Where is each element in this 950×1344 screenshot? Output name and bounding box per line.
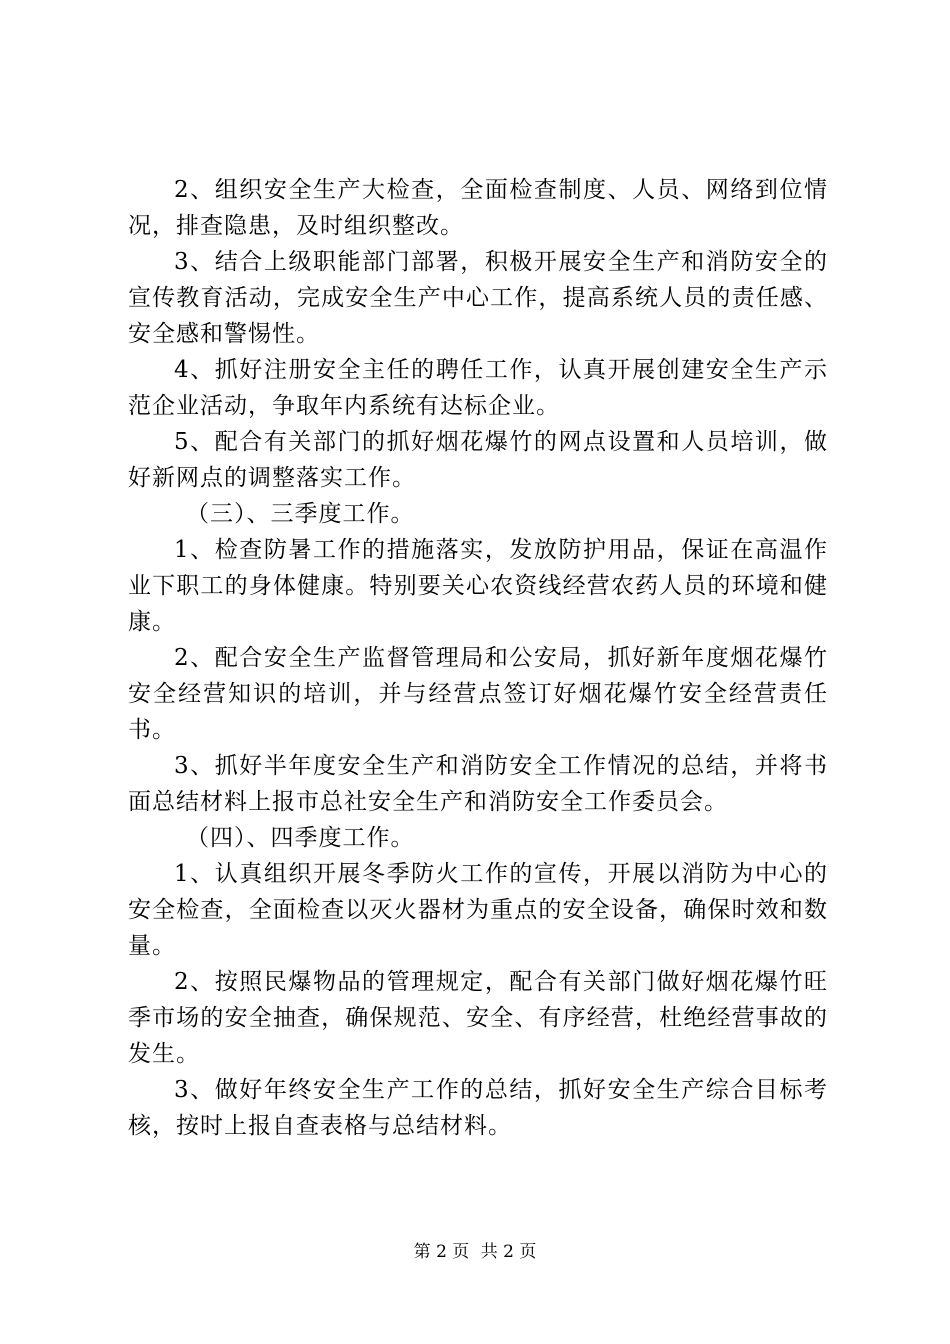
paragraph-q2-item-5: 5、配合有关部门的抓好烟花爆竹的网点设置和人员培训，做好新网点的调整落实工作。 (128, 429, 828, 491)
page-footer (0, 1240, 950, 1264)
section-heading-q4: （四）、四季度工作。 (186, 825, 415, 851)
paragraph-q4-item-3: 3、做好年终安全生产工作的总结，抓好安全生产综合目标考核，按时上报自查表格与总结材料。 (128, 1077, 828, 1139)
paragraph-q2-item-3: 3、结合上级职能部门部署，积极开展安全生产和消防安全的宣传教育活动，完成安全生产中心工作，提高系统人员的责任感、安全感和警惕性。 (128, 249, 828, 347)
paragraph-q2-item-2: 2、组织安全生产大检查，全面检查制度、人员、网络到位情况，排查隐患，及时组织整改。 (128, 177, 828, 239)
paragraph-q3-item-2: 2、配合安全生产监督管理局和公安局，抓好新年度烟花爆竹安全经营知识的培训，并与经营点签订好烟花爆竹安全经营责任书。 (128, 645, 828, 743)
section-heading-q3: （三）、三季度工作。 (186, 501, 415, 527)
paragraph-q4-item-1: 1、认真组织开展冬季防火工作的宣传，开展以消防为中心的安全检查，全面检查以灭火器材为重点的安全设备，确保时效和数量。 (128, 861, 828, 959)
document-body (128, 172, 828, 1144)
paragraph-q3-item-1: 1、检查防暑工作的措施落实，发放防护用品，保证在高温作业下职工的身体健康。特别要关心农资线经营农药人员的环境和健康。 (128, 537, 828, 635)
paragraph-q4-item-2: 2、按照民爆物品的管理规定，配合有关部门做好烟花爆竹旺季市场的安全抽查，确保规范、安全、有序经营，杜绝经营事故的发生。 (128, 969, 828, 1067)
page-number: 第 2 页 (413, 1242, 470, 1262)
paragraph-q2-item-4: 4、抓好注册安全主任的聘任工作，认真开展创建安全生产示范企业活动，争取年内系统有达标企业。 (128, 357, 828, 419)
paragraph-q3-item-3: 3、抓好半年度安全生产和消防安全工作情况的总结，并将书面总结材料上报市总社安全生产和消防安全工作委员会。 (128, 753, 828, 815)
total-pages: 共 2 页 (480, 1242, 537, 1262)
